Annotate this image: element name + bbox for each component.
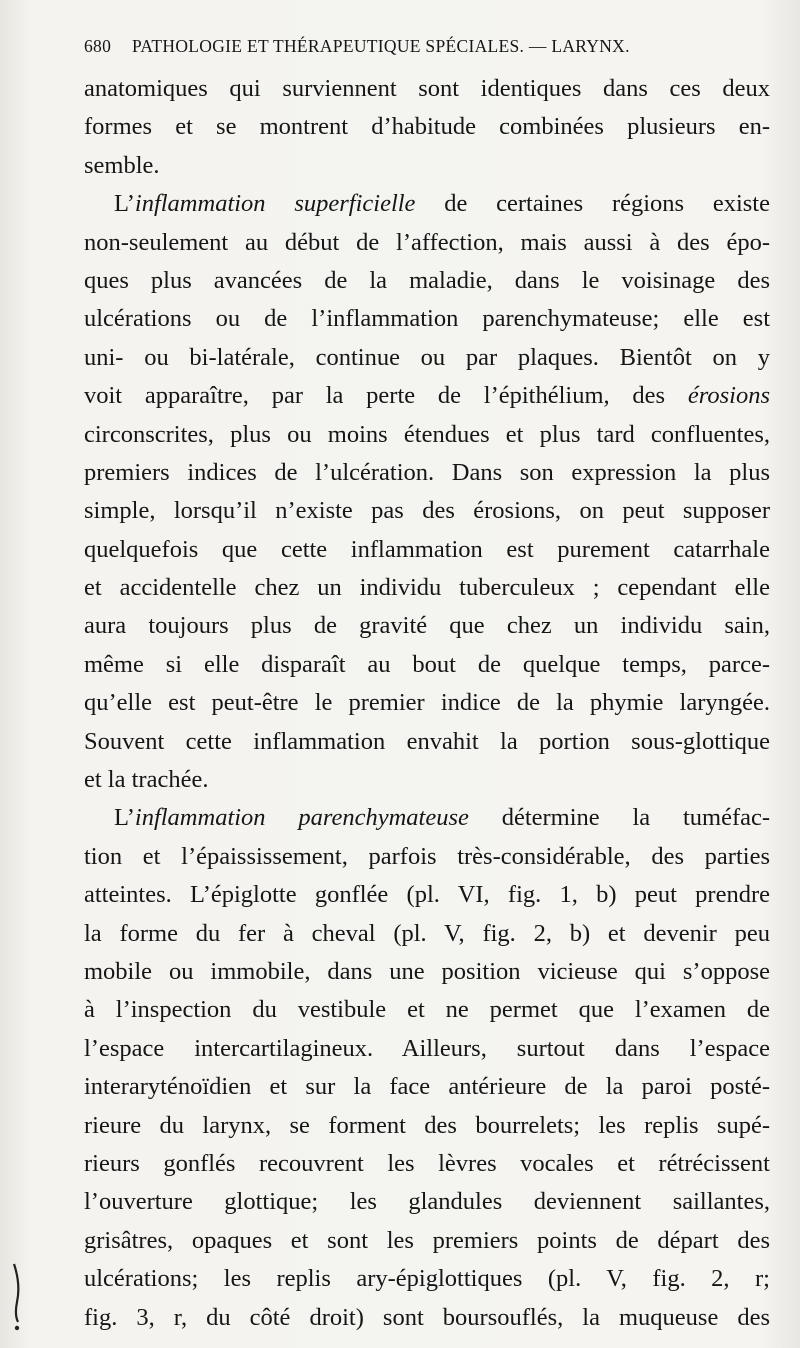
- line-text: et accidentelle chez un individu tuberculeux ; cependant elle: [84, 574, 770, 602]
- line-text: non-seulement au début de l’affection, mais aussi à des épo-: [84, 228, 770, 256]
- line-text: l’espace intercartilagineux. Ailleurs, surtout dans l’espace: [84, 1034, 770, 1062]
- line-text: à l’inspection du vestibule et ne permet que l’examen de: [84, 996, 770, 1024]
- line-text: voit apparaître, par la perte de l’épithélium, des: [84, 382, 688, 410]
- text-line: [84, 607, 770, 645]
- line-text: quelquefois que cette inflammation est purement catarrhale: [84, 535, 770, 563]
- text-line: [84, 185, 770, 223]
- line-text: premiers indices de l’ulcération. Dans son expression la plus: [84, 458, 770, 486]
- line-text: fig. 3, r, du côté droit) sont boursouflés, la muqueuse des: [84, 1303, 770, 1331]
- text-line: [84, 262, 770, 300]
- running-title: PATHOLOGIE ET THÉRAPEUTIQUE SPÉCIALES. — LARYNX.: [132, 36, 630, 56]
- line-text: circonscrites, plus ou moins étendues et plus tard confluentes,: [84, 420, 770, 448]
- text-line: [84, 991, 770, 1029]
- italic-term: inflammation superficielle: [134, 190, 416, 218]
- page-header: [84, 36, 696, 62]
- italic-term: érosions: [687, 382, 770, 410]
- text-line: [84, 799, 770, 837]
- text-line: [84, 416, 770, 454]
- line-text: qu’elle est peut-être le premier indice de la phymie laryngée.: [84, 689, 770, 717]
- text-line: [84, 492, 770, 530]
- line-text: semble.: [84, 151, 160, 179]
- line-text: atteintes. L’épiglotte gonflée (pl. VI, fig. 1, b) peut prendre: [84, 881, 770, 909]
- line-text: anatomiques qui surviennent sont identiques dans ces deux: [84, 75, 770, 102]
- text-line: [84, 1145, 770, 1183]
- line-text: détermine la tuméfac-: [468, 804, 771, 832]
- text-line: [84, 876, 770, 914]
- text-line: [84, 1030, 770, 1068]
- text-line: [84, 300, 770, 338]
- line-text: ques plus avancées de la maladie, dans le voisinage des: [84, 266, 770, 294]
- text-line: [84, 224, 770, 262]
- text-line: [84, 1183, 770, 1221]
- text-line: [84, 646, 770, 684]
- line-text: même si elle disparaît au bout de quelque temps, parce-: [84, 650, 770, 678]
- text-line: [84, 70, 770, 108]
- text-line: [84, 454, 770, 492]
- line-text: l’ouverture glottique; les glandules deviennent saillantes,: [84, 1188, 770, 1216]
- page-number: 680: [84, 36, 112, 56]
- line-text: mobile ou immobile, dans une position vicieuse qui s’oppose: [84, 957, 770, 985]
- text-line: [84, 915, 770, 953]
- text-line: [84, 147, 770, 185]
- text-line: [84, 953, 770, 991]
- text-line: [84, 531, 770, 569]
- line-text: interaryténoïdien et sur la face antérieure de la paroi posté-: [84, 1073, 770, 1101]
- line-text: la forme du fer à cheval (pl. V, fig. 2, b) et devenir peu: [84, 919, 770, 947]
- line-text: ulcérations ou de l’inflammation parenchymateuse; elle est: [84, 305, 770, 333]
- line-text: aura toujours plus de gravité que chez un individu sain,: [84, 612, 770, 640]
- text-line: [84, 377, 770, 415]
- line-text: Souvent cette inflammation envahit la portion sous-glottique: [84, 727, 770, 755]
- line-text: formes et se montrent d’habitude combinées plusieurs en-: [84, 113, 770, 141]
- text-line: [84, 1260, 770, 1298]
- line-text: de certaines régions existe: [415, 190, 770, 218]
- italic-term: inflammation parenchymateuse: [134, 804, 469, 832]
- text-line: [84, 108, 770, 146]
- line-text: rieure du larynx, se forment des bourrelets; les replis supé-: [84, 1111, 770, 1139]
- line-text: grisâtres, opaques et sont les premiers points de départ des: [84, 1226, 770, 1254]
- text-line: [84, 1299, 770, 1337]
- line-prefix: L’: [114, 190, 135, 218]
- text-line: [84, 1068, 770, 1106]
- body-text: [84, 70, 770, 1337]
- text-line: [84, 1107, 770, 1145]
- line-text: tion et l’épaississement, parfois très-considérable, des parties: [84, 842, 770, 870]
- margin-mark: [8, 1262, 26, 1332]
- text-line: [84, 838, 770, 876]
- text-line: [84, 761, 770, 799]
- text-line: [84, 569, 770, 607]
- line-text: rieurs gonflés recouvrent les lèvres vocales et rétrécissent: [84, 1149, 770, 1177]
- line-text: simple, lorsqu’il n’existe pas des érosions, on peut supposer: [84, 497, 770, 525]
- text-line: [84, 1222, 770, 1260]
- line-prefix: L’: [114, 804, 135, 832]
- line-text: uni- ou bi-latérale, continue ou par plaques. Bientôt on y: [84, 343, 770, 371]
- text-line: [84, 339, 770, 377]
- text-line: [84, 684, 770, 722]
- line-text: ulcérations; les replis ary-épiglottiques (pl. V, fig. 2, r;: [84, 1265, 770, 1293]
- text-line: [84, 723, 770, 761]
- line-text: et la trachée.: [84, 766, 209, 794]
